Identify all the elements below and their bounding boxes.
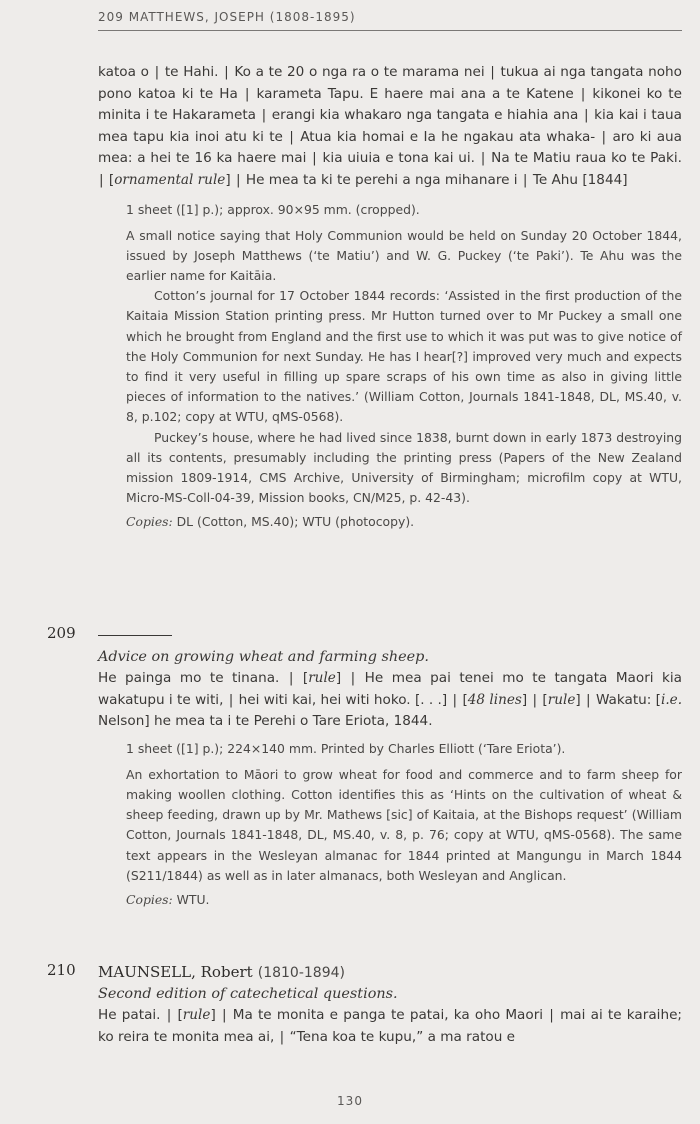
entry-210-title: Second edition of catechetical questions.: [98, 986, 398, 1002]
entry-209-note-1: An exhortation to Māori to grow wheat for food and commerce and to farm sheep for making woollen clothing. Cotton identifies this as ‘Hints on the cultivation of wheat & sheep feeding, drawn up by Mr. Mathews [sic] of Kaitaia, at the Bishops request’ (William Cotton, Journals 1841-1848, DL, MS.40, v. 8, p. 76; copy at WTU, qMS-0568). The same text appears in the Wesleyan almanac for 1844 printed at Mangungu in March 1844 (S211/1844) as well as in later almanacs, both Wesleyan and Anglican.: [126, 766, 682, 883]
line-break-separator: |: [586, 691, 591, 708]
repeated-author-rule: [98, 635, 172, 636]
entry-210: [98, 961, 682, 1048]
entry-209-physical-description: 1 sheet ([1] p.); 224×140 mm. Printed by Charles Elliott (‘Tare Eriota’).: [126, 740, 566, 756]
entry-210-number: 210: [47, 961, 76, 979]
line-break-separator: |: [480, 150, 486, 167]
line-break-separator: |: [228, 691, 234, 708]
line-break-separator: |: [580, 85, 586, 102]
line-break-separator: |: [221, 1007, 227, 1023]
entry-210-author: MAUNSELL, Robert: [98, 963, 253, 981]
entry-208-copies: [98, 512, 682, 532]
entry-208-transcription: katoa o | te Hahi. | Ko a te 20 o nga ra o te marama nei | tukua ai nga tangata noho pono katoa ki te Ha | karameta Tapu. E haere mai ana a te Katene | kikonei ko te minita i te Hakarameta | erangi kia whakaro nga tangata e hiahia ana | kia kai i taua mea tapu kia inoi atu ki te | Atua kia homai e Ia he ngakau ata whaka- | aro ki aua mea: a hei te 16 ka haere mai | kia uiuia e tona kai ui. | Na te Matiu raua ko te Paki. | [ornamental rule] | He mea ta ki te perehi a nga mihanare i | Te Ahu [1844]: [98, 64, 683, 188]
entry-209-copies: [98, 890, 682, 910]
entry-208-continuation: [98, 62, 682, 532]
line-break-separator: |: [549, 1007, 554, 1023]
line-break-separator: |: [166, 1007, 172, 1023]
italic-annotation: rule: [308, 670, 336, 686]
italic-annotation: 48 lines: [467, 691, 522, 708]
line-break-separator: |: [289, 128, 294, 145]
line-break-separator: |: [583, 107, 589, 124]
italic-annotation: ornamental rule: [114, 171, 226, 188]
line-break-separator: |: [244, 85, 250, 102]
entry-210-transcription: He patai. | [rule] | Ma te monita e panga te patai, ka oho Maori | mai ai te karaihe; ko reira te monita mea ai, | “Tena koa te kupu,” a ma ratou e: [98, 1007, 683, 1045]
entry-208-note-1: A small notice saying that Holy Communion would be held on Sunday 20 October 1844, issued by Joseph Matthews (‘te Matiu’) and W. G. Puckey (‘te Paki’). Te Ahu was the earlier name for Kaitāia.: [126, 227, 682, 283]
line-break-separator: |: [99, 171, 104, 188]
line-break-separator: |: [235, 171, 241, 188]
line-break-separator: |: [279, 1028, 285, 1045]
line-break-separator: |: [288, 670, 294, 686]
entry-209-number: 209: [47, 624, 76, 642]
running-head: 209 MATTHEWS, JOSEPH (1808-1895): [98, 10, 682, 31]
copies-value: WTU.: [172, 892, 210, 907]
entry-208-note-2: Cotton’s journal for 17 October 1844 records: ‘Assisted in the first production of the Kaitaia Mission Station printing press. Mr Hutton turned over to Mr Puckey a small one which he brought from England and the first use to which it was put was to give notice of the Holy Communion for next Sunday. He has I hear[?] improved very much and expects to find it very useful in filling up spare scraps of his own time as also in giving little pieces of information to the natives.’ (William Cotton, Journals 1841-1848, DL, MS.40, v. 8, p.102; copy at WTU, qMS-0568).: [126, 288, 682, 425]
entry-209-transcription: He painga mo te tinana. | [rule] | He mea pai tenei mo te tangata Maori kia wakatupu i te witi, | hei witi kai, hei witi hoko. [. . .] | [48 lines] | [rule] | Wakatu: [i.e. Nelson] he mea ta i te Perehi o Tare Eriota, 1844.: [98, 670, 683, 730]
entry-209: [98, 624, 682, 910]
page-number: 130: [337, 1094, 363, 1108]
line-break-separator: |: [261, 107, 267, 124]
copies-label: Copies:: [126, 514, 173, 530]
italic-annotation: i.e.: [660, 691, 683, 708]
italic-annotation: rule: [547, 691, 576, 708]
entry-210-dates: (1810-1894): [257, 965, 345, 981]
entry-208-physical-description: 1 sheet ([1] p.); approx. 90×95 mm. (cropped).: [126, 201, 420, 217]
line-break-separator: |: [224, 64, 229, 80]
entry-209-title: Advice on growing wheat and farming sheep.: [98, 649, 429, 665]
line-break-separator: |: [452, 691, 458, 708]
italic-annotation: rule: [182, 1007, 211, 1023]
copies-value: DL (Cotton, MS.40); WTU (photocopy).: [172, 514, 415, 530]
line-break-separator: |: [522, 171, 528, 188]
line-break-separator: |: [532, 691, 538, 708]
line-break-separator: |: [154, 64, 160, 80]
line-break-separator: |: [601, 128, 607, 145]
line-break-separator: |: [350, 670, 356, 686]
line-break-separator: |: [312, 150, 317, 167]
entry-208-note-3: Puckey’s house, where he had lived since 1838, burnt down in early 1873 destroying all its contents, presumably including the printing press (Papers of the New Zealand mission 1809-1914, CMS Archive, University of Birmingham; microfilm copy at WTU, Micro-MS-Coll-04-39, Mission books, CN/M25, p. 42-43).: [126, 429, 682, 506]
line-break-separator: |: [490, 64, 495, 80]
copies-label: Copies:: [126, 892, 173, 907]
